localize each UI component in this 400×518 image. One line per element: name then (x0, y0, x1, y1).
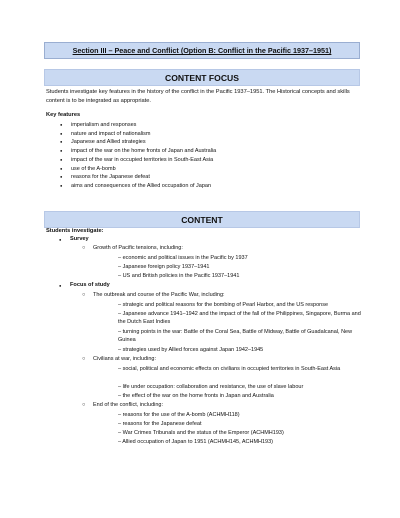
list-item: – Japanese advance 1941–1942 and the impact of the fall of the Philippines, Singapore, Burma and the Dutch East Indies (118, 311, 361, 326)
key-features-list (46, 121, 216, 191)
list-item: – social, political and economic effects on civilians in occupied territories in South-East Asia (118, 366, 341, 372)
survey-label: Survey (70, 236, 89, 242)
content-heading: CONTENT (44, 211, 360, 228)
list-item: ● use of the A-bomb (46, 165, 216, 174)
circle-bullet-icon: ○ (82, 402, 86, 408)
students-investigate-label: Students investigate: (46, 228, 104, 234)
list-item: – economic and political issues in the Pacific by 1937 (118, 255, 248, 261)
list-item: ● aims and consequences of the Allied occupation of Japan (46, 182, 216, 191)
focus-label: Focus of study (70, 282, 110, 288)
circle-bullet-icon: ○ (82, 356, 86, 362)
list-item: ● reasons for the Japanese defeat (46, 173, 216, 182)
list-item: – Japanese foreign policy 1937–1941 (118, 264, 210, 270)
list-item: – reasons for the use of the A-bomb (ACHMH118) (118, 412, 240, 418)
list-item: – Allied occupation of Japan to 1951 (ACHMH145, ACHMH193) (118, 439, 274, 445)
list-item: ● impact of the war in occupied territories in South-East Asia (46, 156, 216, 165)
section-title: Section III – Peace and Conflict (Option B: Conflict in the Pacific 1937–1951) (44, 42, 360, 59)
list-item: – turning points in the war: Battle of the Coral Sea, Battle of Midway, Battle of Guadalcanal, New Guinea (118, 329, 353, 344)
intro-paragraph: Students investigate key features in the history of the conflict in the Pacific 1937–1951. The Historical concepts and skills content is to be integrated as appropriate. (46, 89, 350, 104)
list-item: ● Japanese and Allied strategies (46, 138, 216, 147)
list-item: – life under occupation: collaboration and resistance, the use of slave labour (118, 384, 304, 390)
content-focus-heading: CONTENT FOCUS (44, 69, 360, 86)
list-item: ● impact of the war on the home fronts of Japan and Australia (46, 147, 216, 156)
list-item: – the effect of the war on the home fronts in Japan and Australia (118, 393, 274, 399)
list-item: – US and British policies in the Pacific 1937–1941 (118, 273, 240, 279)
civilians-subheading: Civilians at war, including: (93, 356, 156, 362)
list-item: – strategic and political reasons for the bombing of Pearl Harbor, and the US response (118, 302, 329, 308)
list-item: – strategies used by Allied forces against Japan 1942–1945 (118, 347, 264, 353)
list-item: – War Crimes Tribunals and the status of the Emperor (ACHMH193) (118, 430, 284, 436)
circle-bullet-icon: ○ (82, 245, 86, 251)
list-item: ● imperialism and responses (46, 121, 216, 130)
bullet-icon: ● (59, 237, 62, 242)
bullet-icon: ● (59, 283, 62, 288)
key-features-heading: Key features (46, 112, 81, 118)
end-subheading: End of the conflict, including: (93, 402, 164, 408)
circle-bullet-icon: ○ (82, 292, 86, 298)
survey-subheading: Growth of Pacific tensions, including: (93, 245, 183, 251)
outbreak-subheading: The outbreak and course of the Pacific War, including: (93, 292, 225, 298)
list-item: – reasons for the Japanese defeat (118, 421, 202, 427)
list-item: ● nature and impact of nationalism (46, 130, 216, 139)
